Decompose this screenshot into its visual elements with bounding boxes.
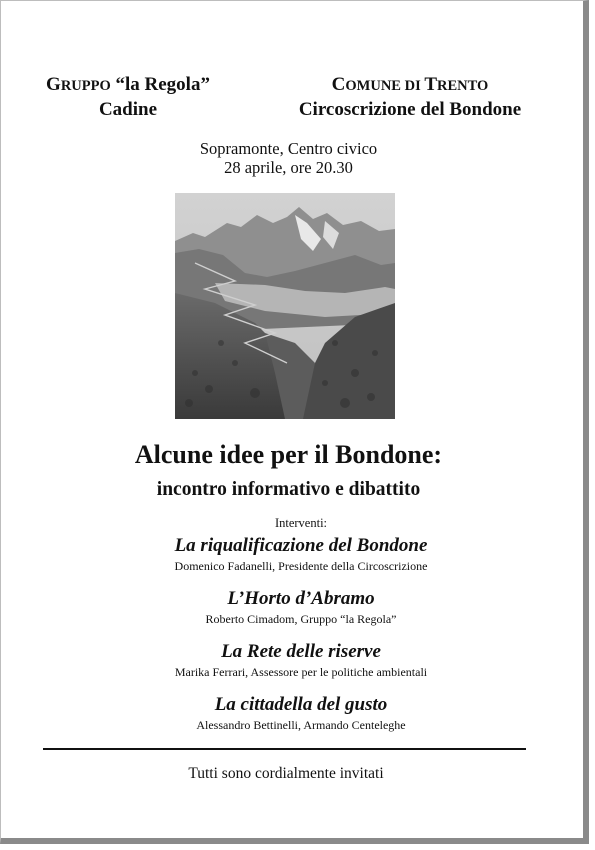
talk-speaker: Roberto Cimadom, Gruppo “la Regola” [205,612,397,626]
talk-item [121,534,481,574]
organizer-left-name: GRUPPO “la Regola” [46,74,210,95]
organizer-right-name: COMUNE DI TRENTO [331,74,489,95]
venue-info [151,139,426,177]
talk-item [121,693,481,733]
organizer-left-sub: Cadine [98,99,158,120]
invitation-text: Tutti sono cordialmente invitati [188,765,384,782]
organizer-right-sub: Circoscrizione del Bondone [298,99,522,120]
divider-line [43,748,526,750]
event-subtitle: incontro informativo e dibattito [156,479,421,500]
talk-speaker: Marika Ferrari, Assessore per le politiche ambientali [174,665,428,679]
talk-title: L’Horto d’Abramo [227,588,375,609]
talk-item [121,640,481,680]
venue-place: Sopramonte, Centro civico [199,139,378,158]
talks-label: Interventi: [274,516,328,530]
talk-title: La Rete delle riserve [221,641,381,662]
talk-title: La cittadella del gusto [214,694,388,715]
talk-item [121,587,481,627]
organizer-right [287,73,533,122]
talk-speaker: Domenico Fadanelli, Presidente della Circoscrizione [174,559,428,573]
mountain-photo [175,193,395,419]
venue-datetime: 28 aprile, ore 20.30 [224,158,353,177]
organizer-left [39,73,217,122]
event-title: Alcune idee per il Bondone: [134,440,443,469]
talk-speaker: Alessandro Bettinelli, Armando Centeleghe [196,718,406,732]
talk-title: La riqualificazione del Bondone [174,535,428,556]
